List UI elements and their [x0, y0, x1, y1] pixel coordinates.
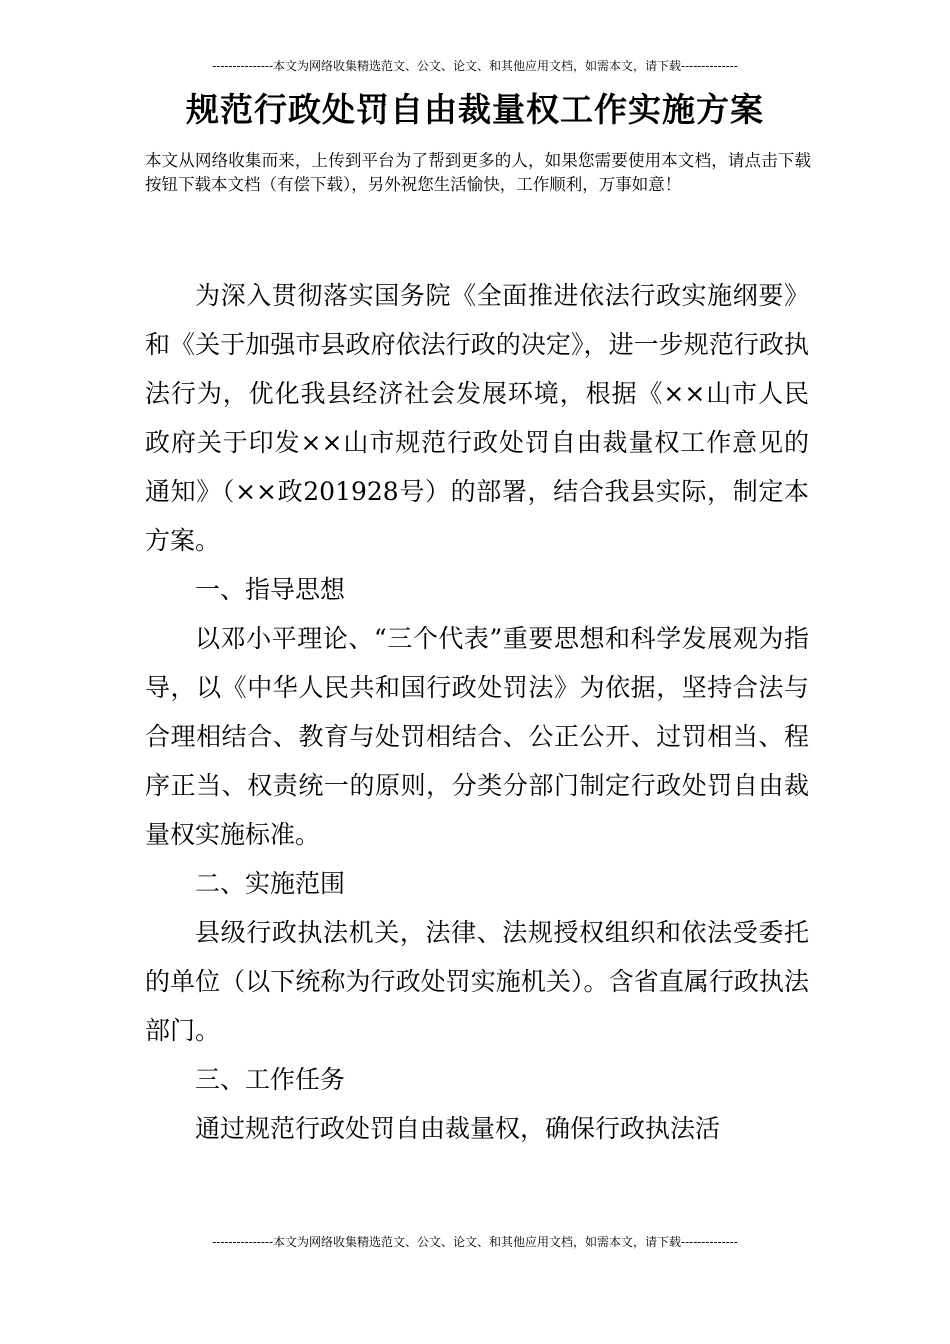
section-heading-tasks: 三、工作任务 — [195, 1065, 346, 1094]
section-heading-scope: 二、实施范围 — [195, 869, 346, 898]
download-notice: 本文从网络收集而来，上传到平台为了帮到更多的人，如果您需要使用本文档，请点击下载按钮下载本文档（有偿下载），另外祝您生活愉快，工作顺利，万事如意！ — [145, 151, 811, 194]
header-banner: ---------------本文为网络收集精选范文、公文、论文、和其他应用文档，如需本文，请下载-------------- — [212, 59, 738, 73]
section-heading-guiding-ideology: 一、指导思想 — [195, 575, 346, 604]
paragraph-tasks: 通过规范行政处罚自由裁量权，确保行政执法活 — [195, 1114, 721, 1143]
document-title: 规范行政处罚自由裁量权工作实施方案 — [186, 90, 764, 129]
document-body — [145, 271, 809, 1153]
paragraph-preamble: 为深入贯彻落实国务院《全面推进依法行政实施纲要》和《关于加强市县政府依法行政的决定》，进一步规范行政执法行为，优化我县经济社会发展环境，根据《××山市人民政府关于印发××山市规范行政处罚自由裁量权工作意见的通知》（××政201928号）的部署，结合我县实际，制定本方案。 — [145, 281, 809, 555]
footer-banner: ---------------本文为网络收集精选范文、公文、论文、和其他应用文档，如需本文，请下载-------------- — [212, 1235, 738, 1249]
paragraph-guiding-ideology: 以邓小平理论、“三个代表”重要思想和科学发展观为指导，以《中华人民共和国行政处罚法》为依据，坚持合法与合理相结合、教育与处罚相结合、公正公开、过罚相当、程序正当、权责统一的原则，分类分部门制定行政处罚自由裁量权实施标准。 — [145, 624, 809, 849]
paragraph-scope: 县级行政执法机关，法律、法规授权组织和依法受委托的单位（以下统称为行政处罚实施机关）。含省直属行政执法部门。 — [145, 918, 809, 1045]
